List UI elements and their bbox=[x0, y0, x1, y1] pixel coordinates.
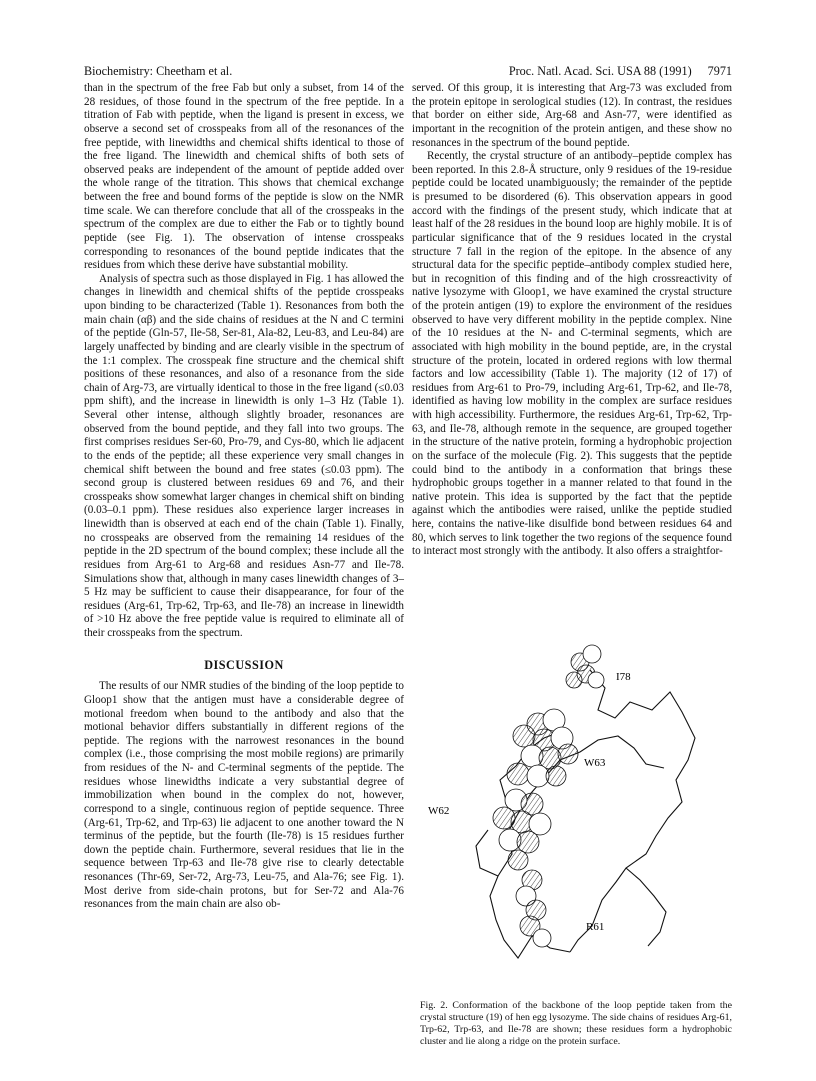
header-citation bbox=[509, 64, 732, 79]
paragraph: The results of our NMR studies of the binding of the loop peptide to Gloop1 show that the antigen must have a considerable degree of motional freedom when bound to the antibody and also that the motional behavior differs substantially in different regions of the peptide. The regions with the narrowest resonances in the bound complex (i.e., those comprising the most mobile regions) are primarily from residues of the N- and C-terminal segments of the peptide. The residues whose linewidths indicate a very substantial degree of immobilization when bound in the complex do not, however, correspond to a single, continuous region of peptide sequence. Three (Arg-61, Trp-62, and Trp-63) lie adjacent to one another toward the N terminus of the peptide, but the fourth (Ile-78) is 15 residues further down the peptide chain. Furthermore, several residues that lie in the sequence between Trp-63 and Ile-78 give rise to clearly detectable resonances (Thr-69, Ser-72, Arg-73, Leu-75, and Ala-76; see Fig. 1). Most derive from side-chain protons, but for Ser-72 and Ala-76 resonances from the main chain are also ob- bbox=[84, 680, 404, 911]
label-w62: W62 bbox=[428, 805, 450, 817]
paragraph: Recently, the crystal structure of an antibody–peptide complex has been reported. In this 2.8-Å structure, only 9 residues of the 19-residue peptide could be located unambiguously; the remainder of the peptide is presumed to be disordered (6). This observation appears in good accord with the findings of the present study, which indicate that at least half of the 28 residues in the bound loop are highly mobile. It is of particular significance that of the 9 residues located in the crystal structure 7 fall in the region of the epitope. In the absence of any structural data for the specific peptide–antibody complex studied here, but in recognition of this finding and of the high crossreactivity of native lysozyme with Gloop1, we have examined the crystal structure of the protein antigen (19) to explore the environment of the residues observed to have very different mobility in the peptide complex. Nine of the 10 residues at the N- and C-terminal segments, which are associated with high mobility in the bound peptide, are, in the crystal structure of the protein, located in ordered regions with low thermal factors and low accessibility (Table 1). The majority (12 of 17) of residues from Arg-61 to Pro-79, including Arg-61, Trp-62, and Ile-78, identified as having low mobility in the complex are surface residues with high accessibility. Furthermore, the residues Arg-61, Trp-62, Trp-63, and Ile-78, although remote in the sequence, are grouped together in the structure of the native protein, forming a hydrophobic projection on the surface of the molecule (Fig. 2). This suggests that the peptide could bind to the antibody in a conformation that brings these hydrophobic groups together in a manner related to that found in the native protein. This idea is supported by the fact that the peptide against which the antibodies were raised, unlike the peptide studied here, contains the native-like disulfide bond between residues 64 and 80, which serves to link together the two regions of the sequence found to interact most strongly with the antibody. It also offers a straightfor- bbox=[412, 150, 732, 558]
i78-side-chain bbox=[566, 645, 604, 688]
right-column bbox=[412, 82, 732, 559]
figure-2-caption: Fig. 2. Conformation of the backbone of the loop peptide taken from the crystal structure (19) of hen egg lysozyme. The side chains of residues Arg-61, Trp-62, Trp-63, and Ile-78 are shown; these residues form a hydrophobic cluster and lie along a ridge on the protein surface. bbox=[420, 1000, 732, 1047]
page-number: 7971 bbox=[707, 64, 732, 78]
paragraph: Analysis of spectra such as those displayed in Fig. 1 has allowed the changes in linewidth and chemical shifts of the peptide crosspeaks upon binding to be characterized (Table 1). Resonances from both the main chain (αβ) and the side chains of residues at the N and C termini of the peptide (Gln-57, Ile-58, Ser-81, Ala-82, Leu-83, and Leu-84) are largely unaffected by binding and are clearly visible in the spectrum of the 1:1 complex. The crosspeak fine structure and the chemical shift positions of these resonances, and also of a resonance from the side chain of Arg-73, are virtually identical to those in the free ligand (≤0.03 ppm shift), and the increase in linewidth is only 1–3 Hz (Table 1). Several other intense, although slightly broader, resonances are observed from the bound peptide, and they fall into two groups. The first comprises residues Ser-60, Pro-79, and Cys-80, which lie adjacent to the ends of the peptide; all these experience very small changes in chemical shift between the bound and free states (≤0.03 ppm). The second group is clustered between residues 69 and 76, and their crosspeaks show somewhat larger changes in chemical shift on binding (0.03–0.1 ppm). These residues also experience larger increases in linewidth than is observed at each end of the chain (Table 1). Finally, no crosspeaks are observed from the remaining 14 residues of the peptide in the 2D spectrum of the bound complex; these include all the residues from Arg-61 to Arg-68 and residues Asn-77 and Ile-78. Simulations show that, although in many cases linewidth changes of 3–5 Hz may be sufficient to cause their disappearance, for four of the residues (Arg-61, Trp-62, Trp-63, and Ile-78) an increase in linewidth of >10 Hz above the free peptide value is required to eliminate all of their crosspeaks from the spectrum. bbox=[84, 272, 404, 639]
r61-side-chain bbox=[516, 870, 551, 947]
label-i78: I78 bbox=[616, 671, 631, 683]
section-heading-discussion: DISCUSSION bbox=[204, 657, 284, 672]
label-w63: W63 bbox=[584, 757, 606, 769]
figure-2-structure bbox=[420, 640, 732, 980]
label-r61: R61 bbox=[586, 921, 605, 933]
paragraph: served. Of this group, it is interesting that Arg-73 was excluded from the protein epitope in serological studies (12). In contrast, the residues that border on either side, Arg-68 and Asn-77, were identified as important in the recognition of the protein antigen, and these show no resonances in the spectrum of the bound peptide. bbox=[412, 82, 732, 149]
paragraph: than in the spectrum of the free Fab but only a subset, from 14 of the 28 residues, of those found in the spectrum of the free peptide. In a titration of Fab with peptide, when the ligand is present in excess, we observe a second set of crosspeaks from all of the resonances of the free peptide, with linewidths and chemical shifts identical to those of the free ligand. The linewidth and chemical shifts of both sets of observed peaks are independent of the amount of peptide added over the whole range of the titration. This shows that chemical exchange between the free and bound forms of the peptide is slow on the NMR time scale. We can therefore conclude that all of the crosspeaks in the spectrum of the complex are due to either the Fab or to tightly bound peptide (see Fig. 1). The observation of intense crosspeaks corresponding to resonances of the bound peptide indicates that the residues from which these derive have substantial mobility. bbox=[84, 82, 404, 272]
header-journal-section: Biochemistry: Cheetham et al. bbox=[84, 64, 233, 78]
w63-side-chain bbox=[507, 709, 578, 787]
running-header bbox=[84, 64, 732, 80]
w62-side-chain bbox=[493, 789, 551, 870]
backbone-structure-drawing bbox=[420, 640, 732, 980]
left-column bbox=[84, 82, 404, 912]
header-journal-citation: Proc. Natl. Acad. Sci. USA 88 (1991) bbox=[508, 64, 692, 78]
